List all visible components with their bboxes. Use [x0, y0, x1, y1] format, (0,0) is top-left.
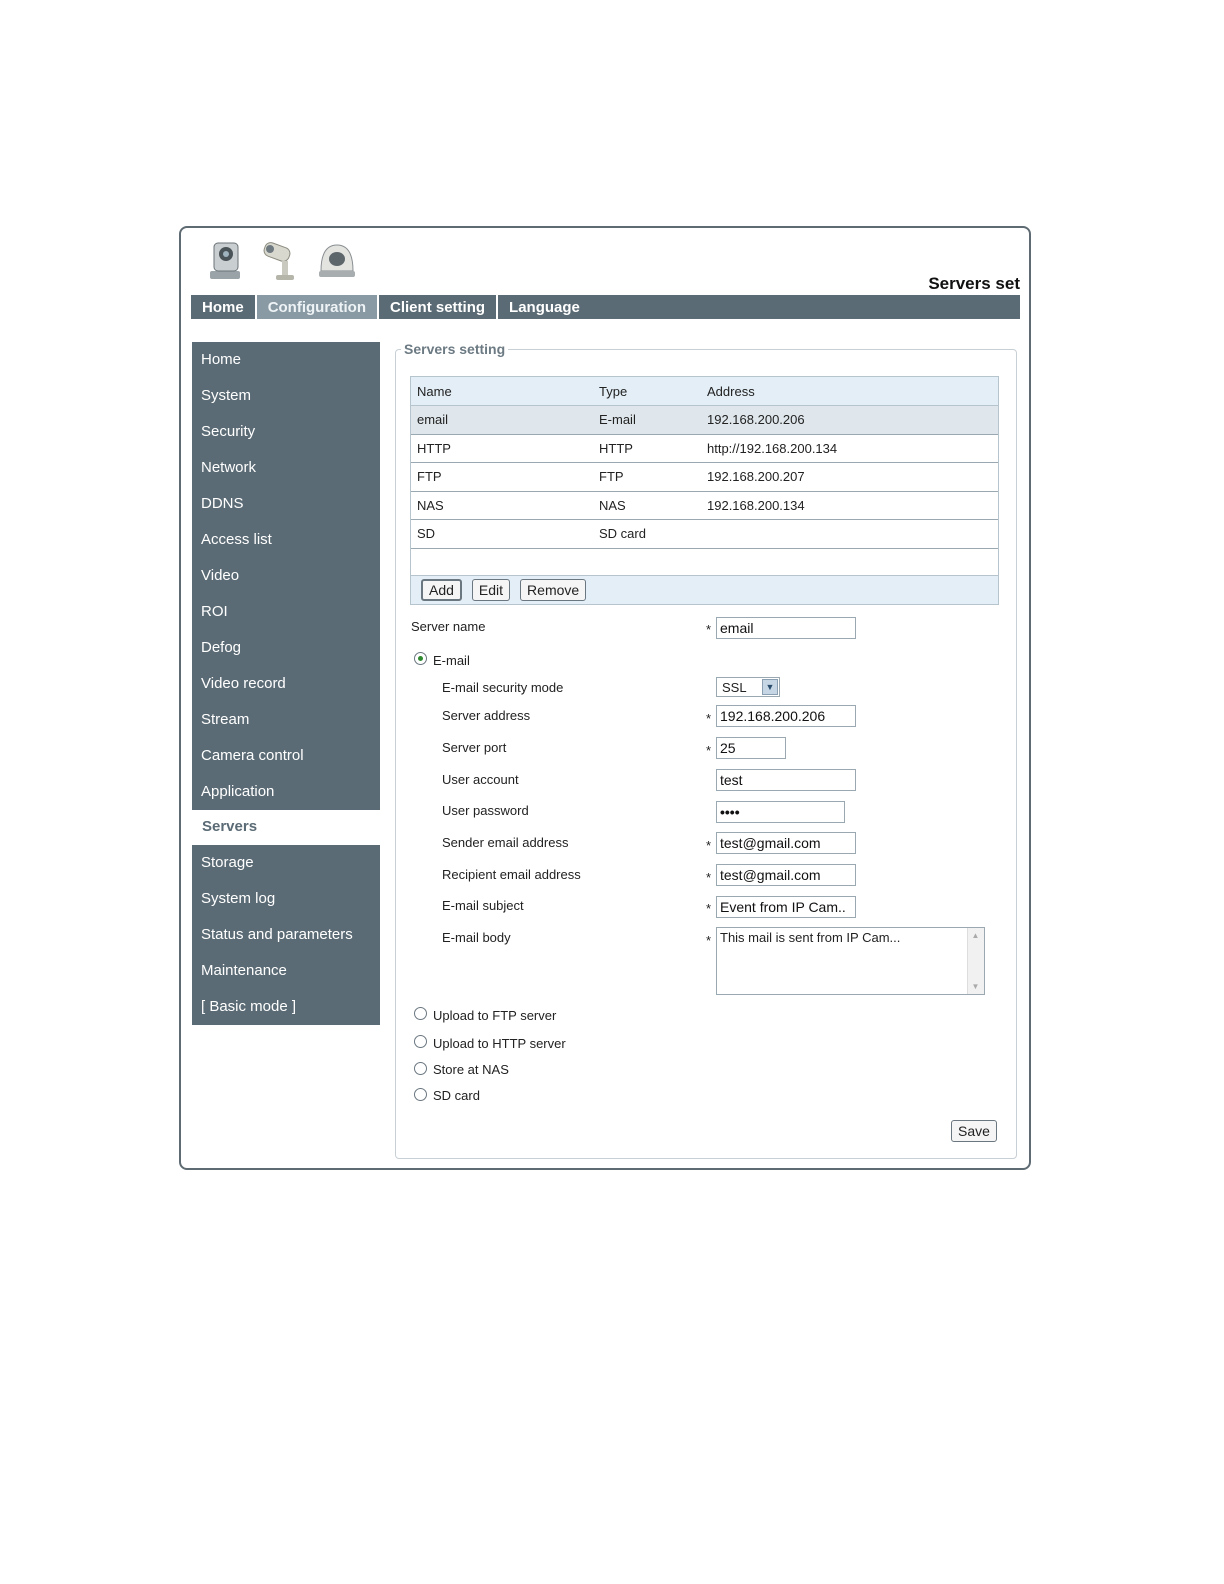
ptz-camera-icon — [204, 237, 246, 283]
upload-http-label: Upload to HTTP server — [433, 1036, 566, 1051]
sidebar-item-ddns[interactable]: DDNS — [201, 495, 244, 512]
cell-name: HTTP — [417, 440, 451, 456]
cell-name: email — [417, 412, 449, 428]
required-mark: * — [706, 711, 712, 726]
sidebar-item-defog[interactable]: Defog — [201, 639, 242, 656]
add-button[interactable]: Add — [421, 579, 462, 601]
sender-email-input[interactable]: test@gmail.com — [716, 832, 856, 854]
required-mark: * — [706, 838, 712, 853]
cell-type: E-mail — [599, 412, 636, 428]
tab-home[interactable]: Home — [191, 295, 257, 319]
sidebar-item-maintenance[interactable]: Maintenance — [201, 962, 287, 979]
table-row[interactable] — [411, 435, 998, 464]
sidebar-item-storage[interactable]: Storage — [201, 854, 254, 871]
tab-client-setting[interactable]: Client setting — [379, 295, 498, 319]
sidebar-item-camera-control[interactable]: Camera control — [201, 747, 304, 764]
user-account-input[interactable]: test — [716, 769, 856, 791]
cell-name: SD — [417, 526, 436, 542]
table-row[interactable] — [411, 463, 998, 492]
top-navigation — [191, 295, 1020, 319]
email-body-textarea[interactable] — [716, 927, 985, 995]
table-row[interactable] — [411, 492, 998, 521]
chevron-down-icon[interactable]: ▼ — [762, 679, 778, 695]
sidebar-item-video[interactable]: Video — [201, 567, 240, 584]
edit-button[interactable]: Edit — [472, 579, 510, 601]
server-port-label: Server port — [442, 740, 507, 755]
cell-name: NAS — [417, 497, 444, 513]
required-mark: * — [706, 901, 712, 916]
bullet-camera-icon — [260, 237, 302, 283]
sd-card-radio[interactable] — [414, 1088, 427, 1101]
sidebar-item-status-and-parameters[interactable]: Status and parameters — [201, 926, 353, 943]
textarea-scrollbar[interactable] — [967, 928, 984, 994]
required-mark: * — [706, 870, 712, 885]
server-address-label: Server address — [442, 708, 531, 723]
cell-address: 192.168.200.207 — [707, 469, 805, 485]
table-row[interactable] — [411, 520, 998, 549]
sidebar-item-video-record[interactable]: Video record — [201, 675, 286, 692]
email-radio-label: E-mail — [433, 653, 470, 668]
cell-type: HTTP — [599, 440, 633, 456]
cell-type: FTP — [599, 469, 624, 485]
user-password-label: User password — [442, 803, 529, 818]
camera-icons — [204, 237, 358, 283]
sidebar-item-basic-mode[interactable]: [ Basic mode ] — [201, 998, 297, 1015]
security-mode-value: SSL — [722, 680, 747, 695]
cell-type: NAS — [599, 497, 626, 513]
save-button[interactable]: Save — [951, 1120, 997, 1142]
tab-language[interactable]: Language — [509, 298, 580, 316]
scroll-down-icon[interactable]: ▼ — [971, 982, 980, 991]
servers-table — [410, 376, 999, 605]
page-title: Servers set — [928, 274, 1020, 293]
sender-email-label: Sender email address — [442, 835, 569, 850]
upload-ftp-radio[interactable] — [414, 1007, 427, 1020]
cell-type: SD card — [599, 526, 646, 542]
sidebar-menu-bottom — [192, 845, 380, 1025]
required-mark: * — [706, 622, 712, 637]
sidebar-item-network[interactable]: Network — [201, 459, 257, 476]
store-nas-label: Store at NAS — [433, 1062, 509, 1077]
sidebar-item-servers[interactable]: Servers — [202, 818, 258, 835]
cell-address: http://192.168.200.134 — [707, 440, 838, 456]
column-type-header[interactable]: Type — [599, 383, 628, 399]
email-body-label: E-mail body — [442, 930, 511, 945]
cell-address: 192.168.200.134 — [707, 497, 805, 513]
security-mode-select[interactable] — [716, 677, 780, 697]
server-name-label: Server name — [411, 619, 486, 634]
user-account-label: User account — [442, 772, 519, 787]
store-nas-radio[interactable] — [414, 1062, 427, 1075]
server-name-input[interactable]: email — [716, 617, 856, 639]
sidebar-item-application[interactable]: Application — [201, 783, 275, 800]
column-name-header[interactable]: Name — [417, 383, 452, 399]
cell-name: FTP — [417, 469, 442, 485]
sidebar-menu-top — [192, 342, 380, 810]
required-mark: * — [706, 933, 712, 948]
scroll-up-icon[interactable]: ▲ — [971, 931, 980, 940]
sidebar-item-system[interactable]: System — [201, 387, 252, 404]
sd-card-label: SD card — [433, 1088, 480, 1103]
security-mode-label: E-mail security mode — [442, 680, 564, 695]
server-address-input[interactable]: 192.168.200.206 — [716, 705, 856, 727]
table-header — [411, 377, 998, 406]
recipient-email-label: Recipient email address — [442, 867, 581, 882]
email-body-text: This mail is sent from IP Cam... — [720, 930, 901, 945]
email-radio[interactable] — [414, 652, 427, 665]
table-row[interactable] — [411, 406, 998, 435]
cell-address: 192.168.200.206 — [707, 412, 805, 428]
table-button-bar — [411, 575, 998, 604]
sidebar-item-system-log[interactable]: System log — [201, 890, 276, 907]
sidebar-item-access-list[interactable]: Access list — [201, 531, 272, 548]
dome-camera-icon — [316, 237, 358, 283]
table-row-empty — [411, 549, 998, 578]
user-password-input[interactable]: •••• — [716, 801, 845, 823]
sidebar-item-security[interactable]: Security — [201, 423, 256, 440]
tab-configuration[interactable]: Configuration — [257, 295, 379, 319]
remove-button[interactable]: Remove — [520, 579, 586, 601]
recipient-email-input[interactable]: test@gmail.com — [716, 864, 856, 886]
servers-setting-legend: Servers setting — [404, 341, 506, 357]
sidebar-item-stream[interactable]: Stream — [201, 711, 250, 728]
sidebar-item-roi[interactable]: ROI — [201, 603, 228, 620]
column-address-header[interactable]: Address — [707, 383, 755, 399]
email-subject-label: E-mail subject — [442, 898, 524, 913]
server-port-input[interactable]: 25 — [716, 737, 786, 759]
email-subject-input[interactable]: Event from IP Cam.. — [716, 896, 856, 918]
required-mark: * — [706, 743, 712, 758]
upload-http-radio[interactable] — [414, 1035, 427, 1048]
upload-ftp-label: Upload to FTP server — [433, 1008, 557, 1023]
sidebar-item-home[interactable]: Home — [201, 351, 242, 368]
